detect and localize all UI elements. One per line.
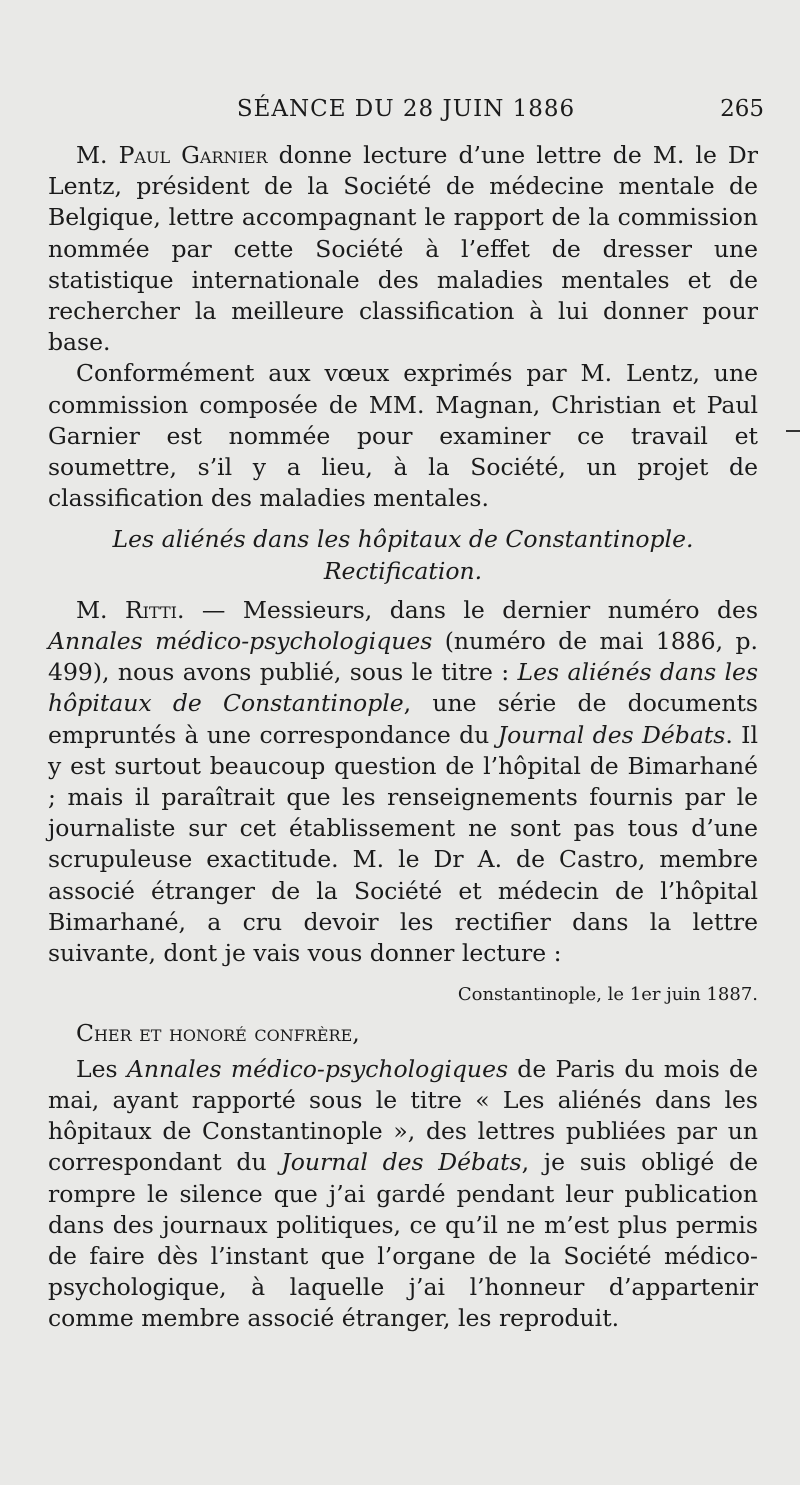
document-body [48,140,758,1335]
running-header-title: SÉANCE DU 28 JUIN 1886 [236,96,576,122]
running-header [48,96,764,136]
page-number: 265 [720,96,764,122]
paragraph-ritti [48,595,758,969]
speaker-name: M. Paul Garnier [76,141,268,169]
paragraph-text: — Messieurs, dans le dernier numéro des [184,595,759,624]
paragraph-text: Conformément aux vœux exprimés par M. Lentz, une commission composée de MM. Magnan, Christian et Paul Garnier est nommée pour examiner ce travail et soumettre, s’il y a lieu, à la Société, un projet de classification des maladies mentales. [48,359,758,513]
paragraph-garnier [48,140,758,358]
paragraph-text: (numéro de mai 1886, p. 499), nous avons publié, sous le titre : [48,627,758,687]
paragraph-text: Les [76,1054,127,1083]
letter-salutation: Cher et honoré confrère, [76,1019,360,1048]
margin-mark [786,430,800,432]
paragraph-text: donne lecture d’une lettre de M. le Dr Lentz, président de la Société de médecine mentale de Belgique, lettre accompagnant le rapport de la commission nommée par cette Société à l’effet de dresser une statistique internationale des maladies mentales et de rechercher la meilleure classification à lui donner pour base. [48,141,758,357]
paragraph-text: , je suis obligé de rompre le silence que j’ai gardé pendant leur publication dans des journaux politiques, ce qu’il ne m’est plus permis de faire dès l’instant que l’organe de la Société médico-psychologique, à laquelle j’ai l’honneur d’appartenir comme membre associé étranger, les reproduit. [48,1148,758,1333]
paragraph-text: , une série de documents empruntés à une correspondance du [48,689,758,749]
journal-title: Annales médico-psychologiques [126,1054,509,1083]
section-title-line: Les aliénés dans les hôpitaux de Constantinople. [112,525,694,554]
section-subtitle: Rectification. [323,556,483,585]
journal-title: Journal des Débats [497,720,726,749]
speaker-name: M. Ritti. [76,595,185,624]
section-title [48,524,758,586]
journal-title: Annales médico-psychologiques [48,627,433,656]
letter-dateline: Constantinople, le 1er juin 1887. [457,984,758,1006]
paragraph-text: . Il y est surtout beaucoup question de l’hôpital de Bimarhané ; mais il paraîtrait que les renseignements fournis par le journaliste sur cet établissement ne sont pas tous d’une scrupuleuse exactitude. M. le Dr A. de Castro, membre associé étranger de la Société et médecin de l’hôpital Bimarhané, a cru devoir les rectifier dans la lettre suivante, dont je vais vous donner lecture : [48,720,758,968]
article-title: Les aliénés dans les hôpitaux de Constantinople [48,658,759,718]
paragraph-letter [48,1054,758,1335]
paragraph-text: de Paris du mois de mai, ayant rapporté sous le titre « Les aliénés dans les hôpitaux de Constantinople », des lettres publiées par un correspondant du [48,1054,758,1177]
journal-title: Journal des Débats [281,1148,522,1177]
paragraph-commission [48,358,758,514]
